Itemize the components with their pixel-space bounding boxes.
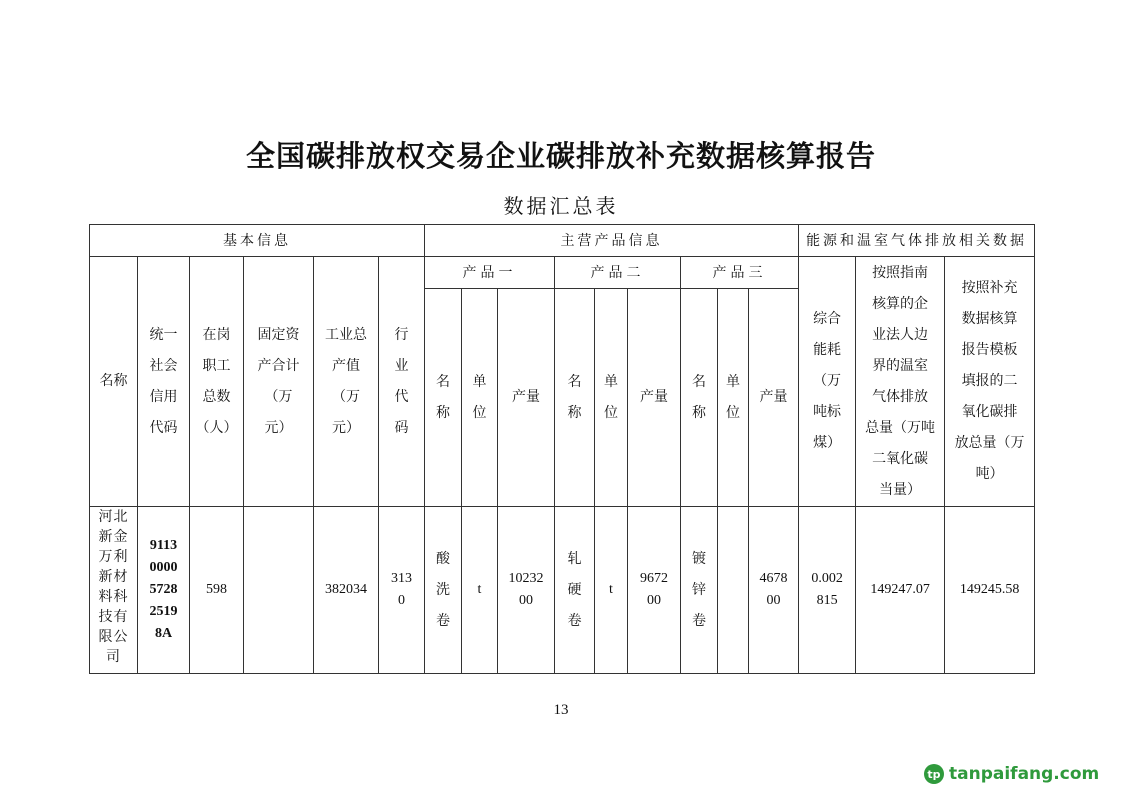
header-product-3-name: 名 称 xyxy=(681,289,718,507)
cell-product-1-output: 10232 00 xyxy=(498,507,555,674)
header-product-2: 产品二 xyxy=(555,257,681,289)
header-product-2-name: 名 称 xyxy=(555,289,595,507)
cell-company-name: 河北 新金 万利 新材 料科 技有 限公 司 xyxy=(90,507,138,674)
cell-product-2-output: 9672 00 xyxy=(628,507,681,674)
header-guide-emissions: 按照指南 核算的企 业法人边 界的温室 气体排放 总量（万吨 二氧化碳 当量） xyxy=(856,257,945,507)
header-product-1: 产品一 xyxy=(425,257,555,289)
header-industrial-output: 工业总 产值 （万 元） xyxy=(314,257,379,507)
watermark-logo xyxy=(924,762,1099,786)
cell-energy-consumption: 0.002 815 xyxy=(799,507,856,674)
header-name: 名称 xyxy=(90,257,138,507)
header-product-1-output: 产量 xyxy=(498,289,555,507)
cell-guide-emissions: 149247.07 xyxy=(856,507,945,674)
header-product-1-name: 名 称 xyxy=(425,289,462,507)
cell-product-3-unit xyxy=(718,507,749,674)
cell-industry-code: 313 0 xyxy=(379,507,425,674)
table-subtitle: 数据汇总表 xyxy=(503,194,619,218)
header-product-1-unit: 单 位 xyxy=(462,289,498,507)
section-energy-data: 能源和温室气体排放相关数据 xyxy=(799,225,1035,257)
summary-table xyxy=(89,224,1035,674)
header-product-2-output: 产量 xyxy=(628,289,681,507)
cell-product-3-name: 镀 锌 卷 xyxy=(681,507,718,674)
section-product-info: 主营产品信息 xyxy=(425,225,799,257)
header-credit-code: 统一 社会 信用 代码 xyxy=(138,257,190,507)
cell-credit-code: 9113 0000 5728 2519 8A xyxy=(138,507,190,674)
cell-product-1-unit: t xyxy=(462,507,498,674)
header-employees: 在岗 职工 总数 （人） xyxy=(190,257,244,507)
cell-template-emissions: 149245.58 xyxy=(945,507,1035,674)
cell-product-2-unit: t xyxy=(595,507,628,674)
section-basic-info: 基本信息 xyxy=(90,225,425,257)
tp-logo-icon: tp xyxy=(924,764,944,784)
header-product-3: 产品三 xyxy=(681,257,799,289)
header-product-3-unit: 单 位 xyxy=(718,289,749,507)
page-number: 13 xyxy=(553,702,569,718)
table-row xyxy=(90,507,1035,674)
header-product-2-unit: 单 位 xyxy=(595,289,628,507)
header-industry-code: 行 业 代 码 xyxy=(379,257,425,507)
watermark-text: tanpaifang.com xyxy=(949,764,1100,784)
header-fixed-assets: 固定资 产合计 （万 元） xyxy=(244,257,314,507)
header-product-3-output: 产量 xyxy=(749,289,799,507)
header-energy-consumption: 综合 能耗 （万 吨标 煤） xyxy=(799,257,856,507)
cell-product-1-name: 酸 洗 卷 xyxy=(425,507,462,674)
header-template-emissions: 按照补充 数据核算 报告模板 填报的二 氧化碳排 放总量（万 吨） xyxy=(945,257,1035,507)
cell-employees: 598 xyxy=(190,507,244,674)
cell-product-2-name: 轧 硬 卷 xyxy=(555,507,595,674)
cell-product-3-output: 4678 00 xyxy=(749,507,799,674)
cell-industrial-output: 382034 xyxy=(314,507,379,674)
cell-fixed-assets xyxy=(244,507,314,674)
report-title: 全国碳排放权交易企业碳排放补充数据核算报告 xyxy=(245,139,876,173)
